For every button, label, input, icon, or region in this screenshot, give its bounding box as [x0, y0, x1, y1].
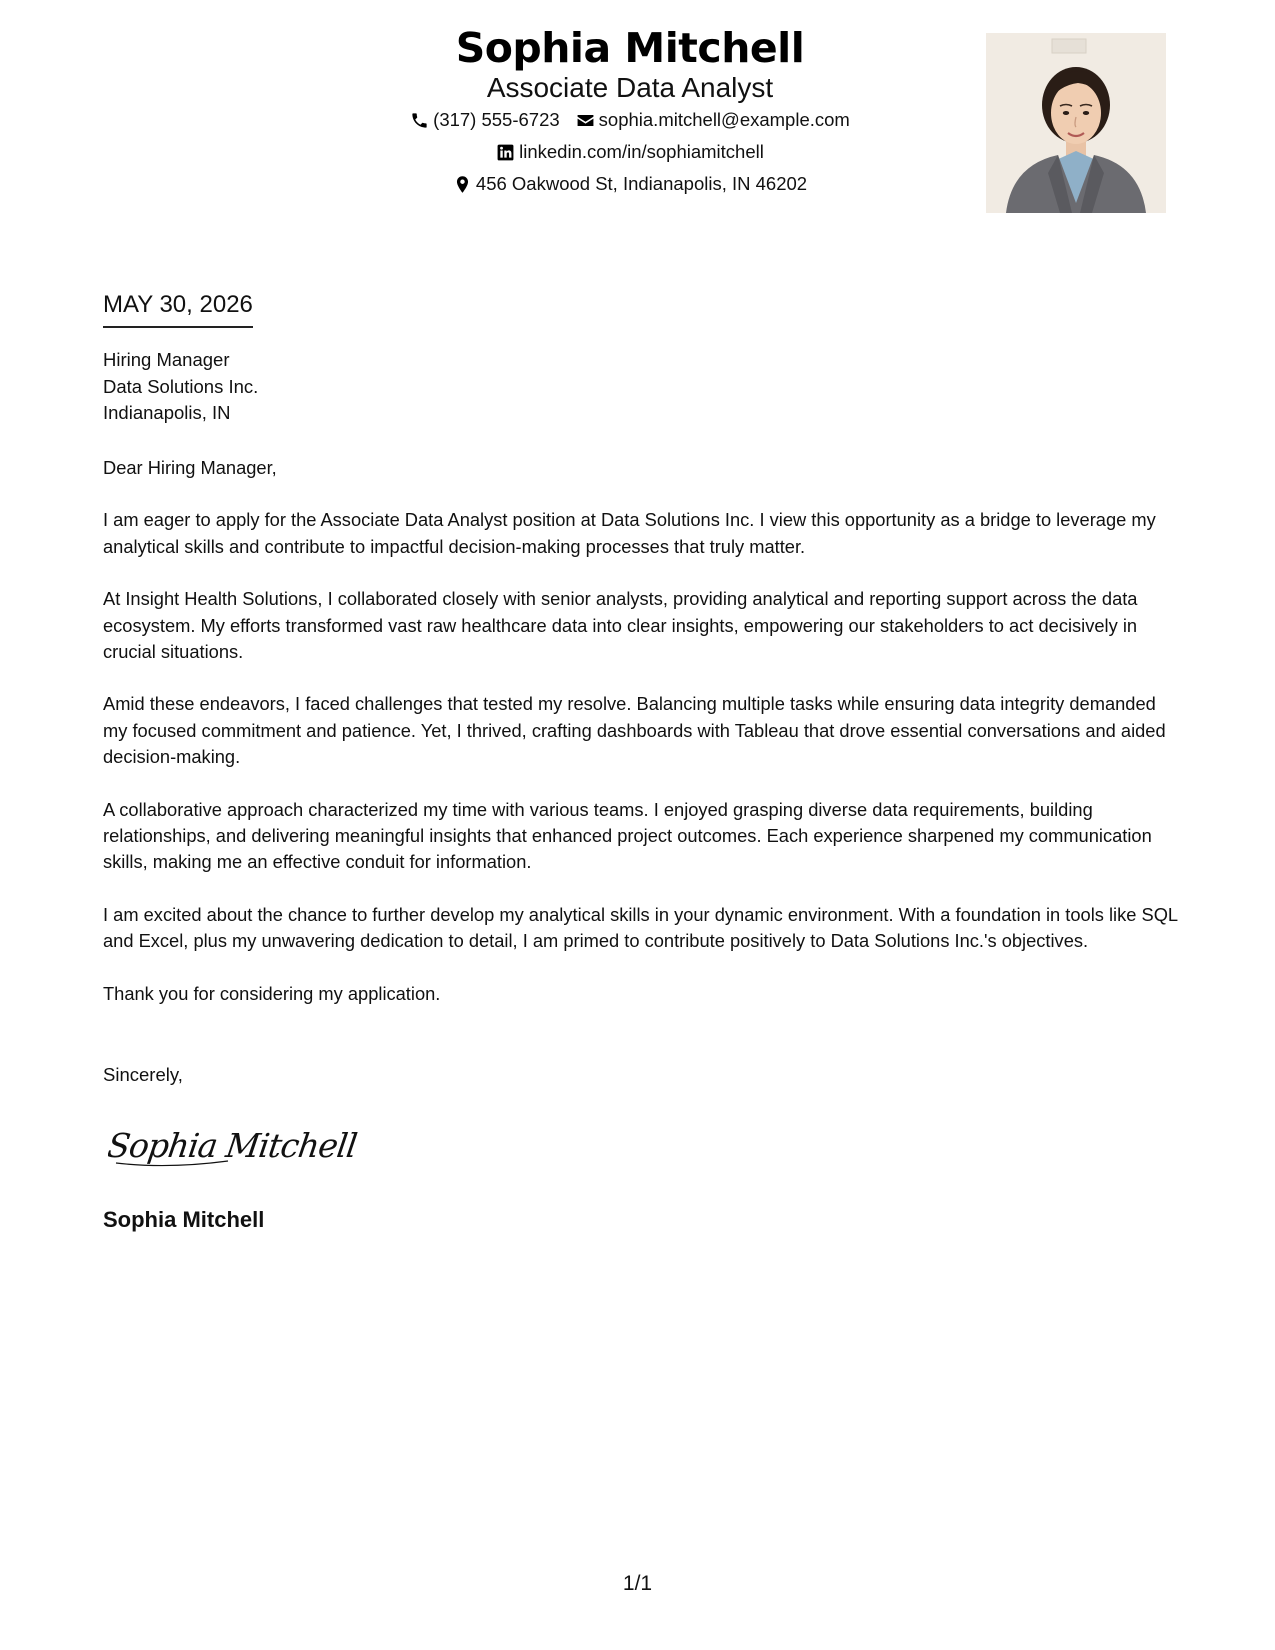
phone-icon — [410, 111, 429, 130]
letter-date: MAY 30, 2026 — [103, 290, 253, 328]
recipient-block — [103, 347, 258, 427]
applicant-title: Associate Data Analyst — [486, 72, 774, 103]
applicant-name: Sophia Mitchell — [455, 24, 805, 72]
linkedin-contact — [496, 136, 764, 168]
body-paragraph: At Insight Health Solutions, I collaborated closely with senior analysts, providing analytical and reporting support across the data ecosystem. My efforts transformed vast raw healthcare data into clear insights, empowering our stakeholders to act decisively in crucial situations. — [103, 588, 1138, 663]
body-paragraph: Amid these endeavors, I faced challenges that tested my resolve. Balancing multiple tasks while ensuring data integrity demanded my focused commitment and patience. Yet, I thrived, crafting dashboards with Tableau that drove essential conversations and aided decision-making. — [103, 693, 1166, 768]
salutation: Dear Hiring Manager, — [103, 457, 277, 478]
letter-body — [103, 455, 1183, 1033]
recipient-location: Indianapolis, IN — [103, 402, 231, 423]
envelope-icon — [576, 111, 595, 130]
signer-name: Sophia Mitchell — [103, 1207, 265, 1232]
phone-number: (317) 555-6723 — [433, 109, 560, 130]
svg-text:Sophia Mitchell: Sophia Mitchell — [108, 1126, 359, 1165]
phone-contact — [410, 104, 560, 136]
recipient-company: Data Solutions Inc. — [103, 375, 259, 397]
email-contact — [576, 104, 850, 136]
address-contact — [453, 168, 807, 200]
handwritten-signature — [108, 1115, 368, 1175]
linkedin-icon — [496, 143, 515, 162]
body-paragraph: I am eager to apply for the Associate Data Analyst position at Data Solutions Inc. I view this opportunity as a bridge to leverage my analytical skills and contribute to impactful decision-making processes that truly matter. — [103, 509, 1156, 557]
street-address: 456 Oakwood St, Indianapolis, IN 46202 — [475, 173, 808, 194]
thank-you-line: Thank you for considering my application. — [103, 982, 441, 1004]
body-paragraph: I am excited about the chance to further develop my analytical skills in your dynamic environment. With a foundation in tools like SQL and Excel, plus my unwavering dedication to detail, I am primed to contribute positively to Data Solutions Inc.'s objectives. — [103, 903, 1178, 952]
body-paragraph: A collaborative approach characterized my time with various teams. I enjoyed grasping diverse data requirements, building relationships, and delivering meaningful insights that enhanced project outcomes. Each experience sharpened my communication skills, making me an effective conduit for information. — [103, 798, 1152, 873]
closing-line: Sincerely, — [103, 1064, 183, 1085]
recipient-title: Hiring Manager — [103, 349, 230, 370]
linkedin-url[interactable]: linkedin.com/in/sophiamitchell — [519, 141, 764, 162]
map-marker-icon — [453, 175, 472, 194]
email-address[interactable]: sophia.mitchell@example.com — [598, 109, 850, 130]
page-number: 1/1 — [622, 1572, 653, 1595]
profile-photo — [986, 33, 1166, 213]
